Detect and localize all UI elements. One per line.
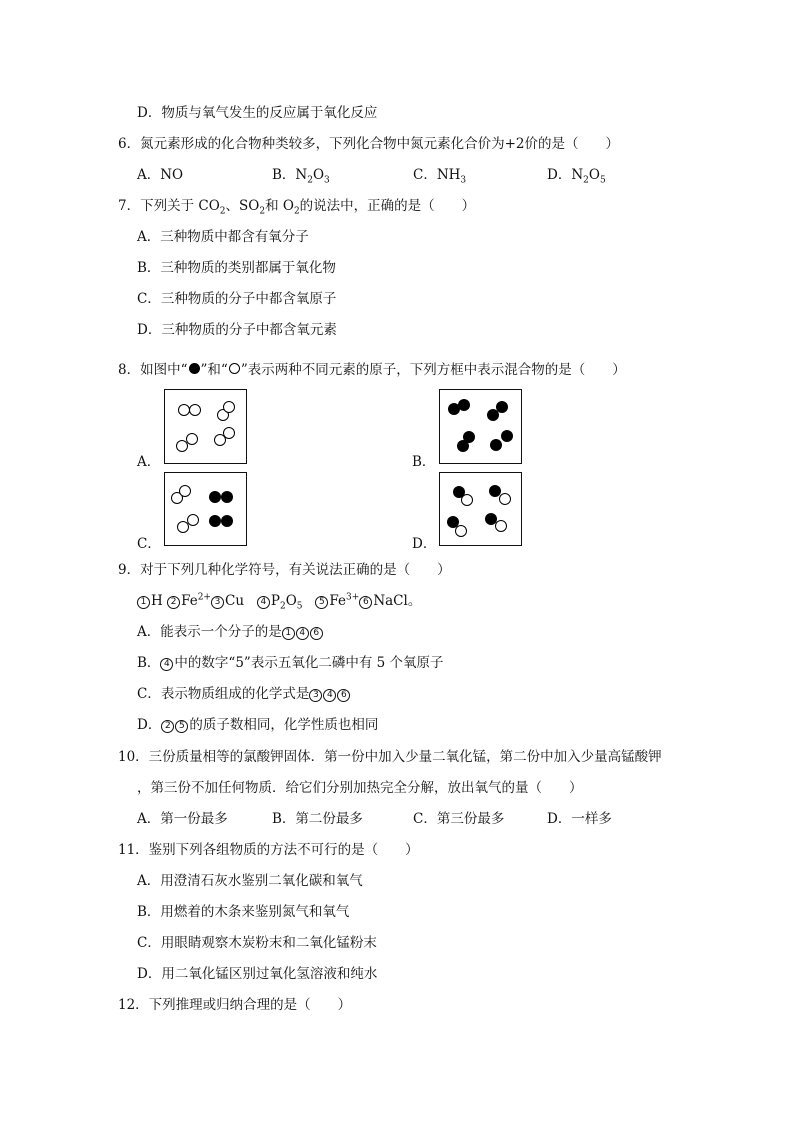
- q6-option-c: C．$NH_3$: [413, 167, 467, 186]
- q5-option-d: D．物质与氧气发生的反应属于氧化反应: [137, 105, 378, 121]
- q6-option-d: D．$N_2O_5$: [547, 167, 606, 186]
- q8-label-c: C．: [137, 536, 161, 552]
- q9-stem: 9．对于下列几种化学符号，有关说法正确的是（ ）: [118, 562, 451, 578]
- q11-option-c: C．用眼睛观察木炭粉末和二氧化锰粉末: [137, 935, 377, 951]
- q11-stem: 11．鉴别下列各组物质的方法不可行的是（ ）: [118, 842, 419, 858]
- hollow-atom-icon: [228, 362, 241, 375]
- q9-option-a: A．能表示一个分子的是 1 4 6: [137, 623, 324, 641]
- q6-option-b: B．$N_2O_3$: [272, 167, 330, 186]
- q6-option-a: A．NO: [137, 167, 184, 183]
- q11-option-a: A．用澄清石灰水鉴别二氧化碳和氧气: [137, 873, 363, 889]
- q9-option-d: D． 2 5 的质子数相同，化学性质也相同: [137, 717, 379, 733]
- q11-option-d: D．用二氧化锰区别过氧化氢溶液和纯水: [137, 966, 378, 982]
- q8-box-c: [164, 472, 247, 546]
- q8-label-a: A．: [137, 454, 161, 470]
- q8-box-a: [164, 389, 247, 464]
- q10-option-b: B．第二份最多: [272, 811, 363, 827]
- q8-box-b: [439, 389, 522, 464]
- filled-atom-icon: [188, 362, 201, 375]
- q10-option-d: D．一样多: [547, 811, 612, 827]
- q7-option-c: C．三种物质的分子中都含氧原子: [137, 291, 337, 307]
- q10-stem-line2: ，第三份不加任何物质．给它们分别加热完全分解，放出氧气的量（ ）: [137, 780, 583, 796]
- q7-stem: 7．下列关于 $CO_2$、$SO_2$和 $O_2$的说法中，正确的是（ ）: [118, 198, 476, 217]
- q7-option-a: A．三种物质中都含有氧分子: [137, 229, 309, 245]
- q12-stem: 12．下列推理或归纳合理的是（ ）: [118, 997, 352, 1013]
- q9-symbols: 1 H 2 $Fe^{2+}$ 3 Cu 4 $P_2O_5$ 5 $Fe^{3+}$ 6 NaCl。: [137, 592, 421, 610]
- q8-box-d: [439, 472, 522, 546]
- q8-label-d: D．: [412, 536, 437, 552]
- q10-option-a: A．第一份最多: [137, 811, 228, 827]
- q11-option-b: B．用燃着的木条来鉴别氮气和氧气: [137, 904, 350, 920]
- q8-stem: 8．如图中“ ”和“ ”表示两种不同元素的原子，下列方框中表示混合物的是（ ）: [118, 362, 626, 378]
- q10-stem-line1: 10．三份质量相等的氯酸钾固体．第一份中加入少量二氧化锰，第二份中加入少量高锰酸钾: [118, 749, 662, 765]
- q6-stem: 6．氮元素形成的化合物种类较多，下列化合物中氮元素化合价为+2价的是（ ）: [118, 136, 619, 152]
- q10-option-c: C．第三份最多: [413, 811, 505, 827]
- q9-option-c: C．表示物质组成的化学式是 3 4 6: [137, 685, 351, 703]
- q8-label-b: B．: [412, 454, 436, 470]
- q7-option-b: B．三种物质的类别都属于氧化物: [137, 260, 336, 276]
- q7-option-d: D．三种物质的分子中都含氧元素: [137, 322, 337, 338]
- q9-option-b: B． 4 中的数字“5”表示五氧化二磷中有 5 个氧原子: [137, 655, 444, 671]
